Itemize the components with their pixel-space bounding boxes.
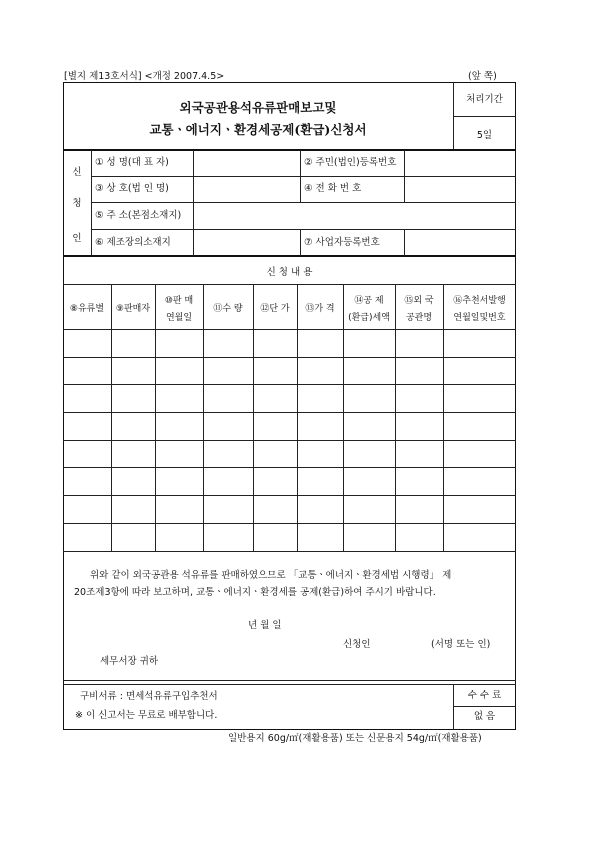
fee-value: 없 음 bbox=[473, 711, 496, 722]
page-side-label: (앞 쪽) bbox=[468, 71, 497, 82]
table-cell-input[interactable] bbox=[444, 524, 515, 550]
table-cell-input[interactable] bbox=[344, 330, 394, 356]
business-no-field-input[interactable] bbox=[405, 231, 515, 254]
table-cell-input[interactable] bbox=[254, 330, 296, 356]
table-cell-input[interactable] bbox=[396, 358, 442, 383]
table-cell-input[interactable] bbox=[254, 385, 296, 411]
table-cell-input[interactable] bbox=[64, 385, 110, 411]
table-cell-input[interactable] bbox=[396, 385, 442, 411]
table-cell-input[interactable] bbox=[396, 496, 442, 522]
table-cell-input[interactable] bbox=[298, 330, 342, 356]
phone-field-label: ④ 전 화 번 호 bbox=[304, 183, 362, 194]
section-char-3: 인 bbox=[72, 233, 82, 244]
table-cell-input[interactable] bbox=[344, 441, 394, 466]
table-cell-input[interactable] bbox=[344, 524, 394, 550]
table-cell-input[interactable] bbox=[156, 524, 202, 550]
processing-period-label: 처리기간 bbox=[466, 94, 503, 105]
address-field-label: ⑤ 주 소(본점소재지) bbox=[95, 210, 182, 221]
column-header-sub: 연월일 bbox=[165, 313, 193, 323]
table-cell-input[interactable] bbox=[64, 441, 110, 466]
name-field-input[interactable] bbox=[194, 151, 299, 175]
table-cell-input[interactable] bbox=[254, 358, 296, 383]
column-header: ⑫단 가 bbox=[260, 304, 290, 314]
table-cell-input[interactable] bbox=[254, 413, 296, 439]
table-cell-input[interactable] bbox=[298, 413, 342, 439]
title-line-1: 외국공관용석유류판매보고및 bbox=[179, 100, 337, 115]
section-char-1: 신 bbox=[72, 167, 82, 178]
table-cell-input[interactable] bbox=[298, 468, 342, 494]
column-header: ⑨판매자 bbox=[115, 304, 151, 314]
table-cell-input[interactable] bbox=[112, 385, 154, 411]
table-cell-input[interactable] bbox=[298, 441, 342, 466]
trade-name-field-input[interactable] bbox=[194, 177, 299, 201]
table-cell-input[interactable] bbox=[396, 441, 442, 466]
table-cell-input[interactable] bbox=[64, 524, 110, 550]
statement-line-1: 위와 같이 외국공관용 석유류를 판매하였으므로 「교통ㆍ에너지ㆍ환경세법 시행령」 제 bbox=[90, 570, 452, 581]
table-cell-input[interactable] bbox=[204, 358, 252, 383]
table-cell-input[interactable] bbox=[204, 413, 252, 439]
table-cell-input[interactable] bbox=[64, 358, 110, 383]
table-cell-input[interactable] bbox=[156, 496, 202, 522]
table-cell-input[interactable] bbox=[204, 468, 252, 494]
table-cell-input[interactable] bbox=[204, 441, 252, 466]
reg-no-field-label: ② 주민(법인)등록번호 bbox=[304, 157, 397, 168]
statement-line-2: 20조제3항에 따라 보고하며, 교통ㆍ에너지ㆍ환경세를 공제(환급)하여 주시기 바랍니다. bbox=[74, 587, 436, 598]
table-cell-input[interactable] bbox=[156, 468, 202, 494]
table-cell-input[interactable] bbox=[254, 496, 296, 522]
table-cell-input[interactable] bbox=[112, 413, 154, 439]
table-cell-input[interactable] bbox=[112, 330, 154, 356]
recipient-label: 세무서장 귀하 bbox=[100, 656, 159, 667]
table-cell-input[interactable] bbox=[444, 385, 515, 411]
table-cell-input[interactable] bbox=[64, 468, 110, 494]
table-cell-input[interactable] bbox=[64, 413, 110, 439]
column-header: ⑬가 격 bbox=[305, 304, 335, 314]
reg-no-field-input[interactable] bbox=[405, 151, 515, 175]
table-cell-input[interactable] bbox=[344, 468, 394, 494]
table-cell-input[interactable] bbox=[298, 385, 342, 411]
table-cell-input[interactable] bbox=[396, 330, 442, 356]
column-header-sub: 공관명 bbox=[405, 313, 433, 323]
table-cell-input[interactable] bbox=[298, 358, 342, 383]
table-cell-input[interactable] bbox=[204, 524, 252, 550]
table-cell-input[interactable] bbox=[112, 441, 154, 466]
column-header-sub: 연월일및번호 bbox=[453, 313, 506, 323]
table-cell-input[interactable] bbox=[64, 496, 110, 522]
processing-period-value: 5일 bbox=[476, 130, 493, 141]
free-distribution-note: ※ 이 신고서는 무료로 배부합니다. bbox=[75, 710, 218, 721]
table-cell-input[interactable] bbox=[112, 468, 154, 494]
table-cell-input[interactable] bbox=[204, 385, 252, 411]
table-cell-input[interactable] bbox=[444, 496, 515, 522]
table-cell-input[interactable] bbox=[396, 413, 442, 439]
table-cell-input[interactable] bbox=[298, 496, 342, 522]
content-section-title: 신 청 내 용 bbox=[266, 267, 313, 278]
table-cell-input[interactable] bbox=[112, 496, 154, 522]
section-char-2: 청 bbox=[72, 198, 82, 209]
title-line-2: 교통ㆍ에너지ㆍ환경세공제(환급)신청서 bbox=[149, 122, 367, 137]
fee-label: 수 수 료 bbox=[467, 690, 502, 701]
table-cell-input[interactable] bbox=[344, 413, 394, 439]
table-cell-input[interactable] bbox=[444, 413, 515, 439]
table-cell-input[interactable] bbox=[254, 468, 296, 494]
table-cell-input[interactable] bbox=[156, 385, 202, 411]
trade-name-field-label: ③ 상 호(법 인 명) bbox=[95, 183, 169, 194]
column-header: ⑯추천서발행 bbox=[453, 296, 506, 306]
table-cell-input[interactable] bbox=[444, 358, 515, 383]
column-header: ⑮외 국 bbox=[404, 296, 434, 306]
table-cell-input[interactable] bbox=[204, 496, 252, 522]
table-cell-input[interactable] bbox=[112, 524, 154, 550]
table-cell-input[interactable] bbox=[254, 441, 296, 466]
business-no-field-label: ⑦ 사업자등록번호 bbox=[304, 237, 380, 248]
table-cell-input[interactable] bbox=[344, 496, 394, 522]
table-cell-input[interactable] bbox=[254, 524, 296, 550]
column-header: ⑪수 량 bbox=[213, 304, 243, 314]
paper-spec-note: 일반용지 60g/㎡(재활용품) 또는 신문용지 54g/㎡(재활용품) bbox=[228, 733, 482, 744]
applicant-signature-label: 신청인 bbox=[343, 639, 371, 650]
phone-field-input[interactable] bbox=[405, 177, 515, 201]
column-header: ⑭공 제 bbox=[354, 296, 384, 306]
table-cell-input[interactable] bbox=[204, 330, 252, 356]
table-row-line bbox=[63, 551, 516, 552]
address-field-input[interactable] bbox=[194, 204, 515, 228]
table-cell-input[interactable] bbox=[64, 330, 110, 356]
sign-or-seal-label: (서명 또는 인) bbox=[431, 639, 491, 650]
table-cell-input[interactable] bbox=[156, 441, 202, 466]
table-cell-input[interactable] bbox=[344, 385, 394, 411]
table-cell-input[interactable] bbox=[298, 524, 342, 550]
table-cell-input[interactable] bbox=[444, 330, 515, 356]
factory-field-label: ⑥ 제조장의소재지 bbox=[95, 237, 171, 248]
table-cell-input[interactable] bbox=[156, 413, 202, 439]
table-cell-input[interactable] bbox=[396, 468, 442, 494]
date-line: 년 월 일 bbox=[248, 620, 282, 631]
column-header: ⑧유류별 bbox=[69, 304, 105, 314]
table-cell-input[interactable] bbox=[156, 330, 202, 356]
required-documents: 구비서류 : 면세석유류구입추천서 bbox=[80, 691, 218, 702]
table-cell-input[interactable] bbox=[156, 358, 202, 383]
form-reference: [별지 제13호서식] <개정 2007.4.5> bbox=[64, 71, 225, 82]
column-header-sub: (환급)세액 bbox=[348, 313, 390, 323]
name-field-label: ① 성 명(대 표 자) bbox=[95, 157, 169, 168]
factory-field-input[interactable] bbox=[194, 231, 299, 254]
table-cell-input[interactable] bbox=[396, 524, 442, 550]
table-cell-input[interactable] bbox=[444, 468, 515, 494]
table-cell-input[interactable] bbox=[112, 358, 154, 383]
table-cell-input[interactable] bbox=[344, 358, 394, 383]
column-header: ⑩판 매 bbox=[164, 296, 194, 306]
table-cell-input[interactable] bbox=[444, 441, 515, 466]
